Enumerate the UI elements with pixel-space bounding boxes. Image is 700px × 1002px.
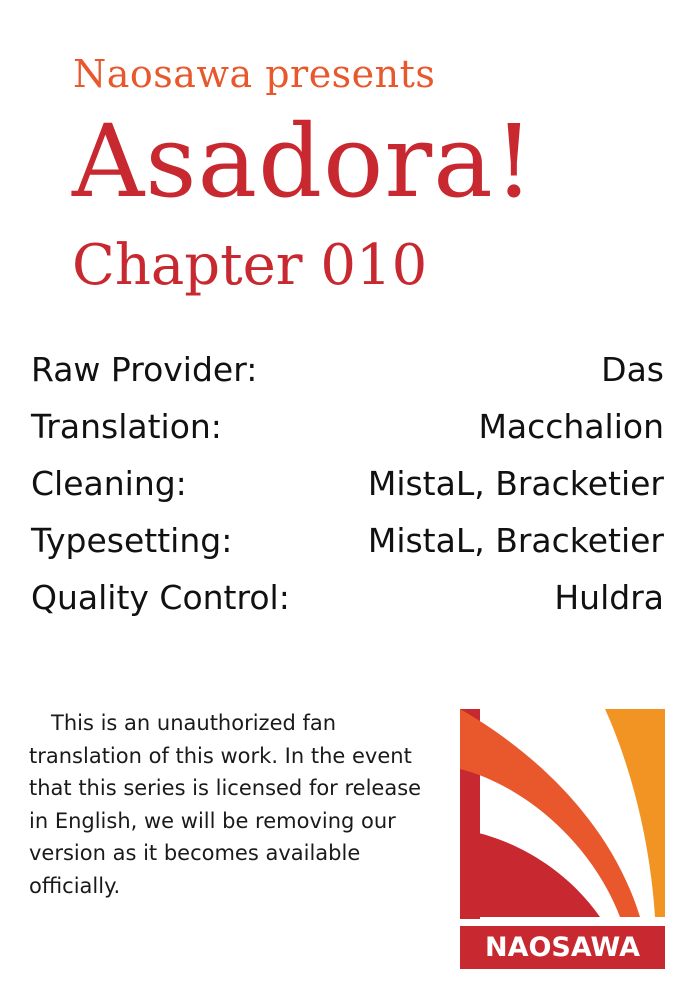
credit-row-translation [31, 407, 664, 464]
credit-role: Raw Provider: [31, 350, 258, 389]
credit-name: MistaL, Bracketier [367, 521, 664, 560]
chapter-label: Chapter 010 [72, 233, 428, 298]
credit-name: Huldra [554, 578, 664, 617]
credit-name: Macchalion [478, 407, 664, 446]
credit-role: Quality Control: [31, 578, 290, 617]
credit-row-raw-provider [31, 350, 664, 407]
presents-line: Naosawa presents [73, 52, 436, 96]
credits-list [31, 350, 664, 635]
credit-row-cleaning [31, 464, 664, 521]
disclaimer-text: This is an unauthorized fan translation of this work. In the event that this series is licensed for release in English, we will be removing our version as it becomes available officially. [29, 711, 422, 898]
credit-name: MistaL, Bracketier [367, 464, 664, 503]
series-title: Asadora! [72, 103, 535, 220]
credit-row-typesetting [31, 521, 664, 578]
credit-name: Das [601, 350, 664, 389]
credit-role: Translation: [31, 407, 222, 446]
credit-role: Typesetting: [31, 521, 233, 560]
credit-role: Cleaning: [31, 464, 187, 503]
logo-wordmark: NAOSAWA [484, 932, 641, 963]
credit-row-quality-control [31, 578, 664, 635]
naosawa-logo [460, 709, 665, 969]
disclaimer [29, 707, 429, 902]
